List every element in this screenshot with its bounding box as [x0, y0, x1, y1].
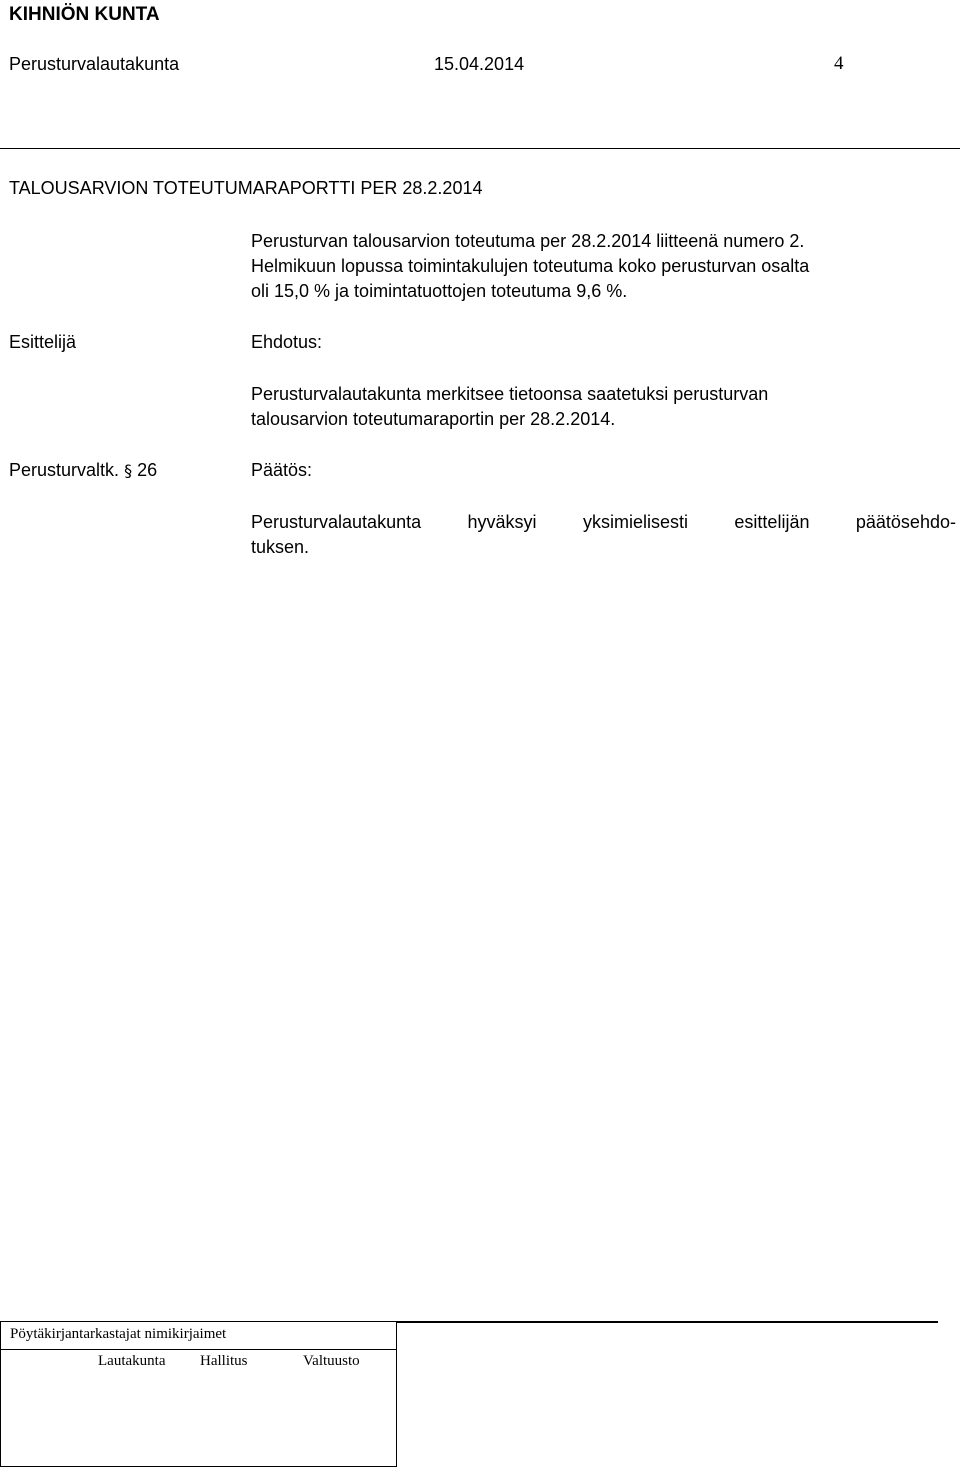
body-paragraph-line: oli 15,0 % ja toimintatuottojen toteutuma 9,6 %. — [251, 281, 628, 301]
section-reference — [9, 458, 157, 483]
decision-text-line: tuksen. — [251, 537, 310, 557]
section-committee: Perusturvaltk. — [9, 460, 120, 480]
decision-word: päätösehdo- — [855, 512, 956, 532]
municipality-name: KIHNIÖN KUNTA — [9, 4, 160, 25]
decision-word: yksimielisesti — [582, 512, 688, 532]
footer-top-rule — [397, 1321, 938, 1323]
signature-column-valtuusto: Valtuusto — [303, 1353, 360, 1369]
meeting-date: 15.04.2014 — [434, 54, 525, 74]
body-paragraph-line: Perusturvan talousarvion toteutuma per 28.2.2014 liitteenä numero 2. — [251, 231, 805, 251]
proposal-text-line: talousarvion toteutumaraportin per 28.2.2014. — [251, 409, 616, 429]
committee-name: Perusturvalautakunta — [9, 54, 180, 74]
signature-column-hallitus: Hallitus — [200, 1353, 248, 1369]
signature-table-divider — [0, 1349, 397, 1350]
proposal-label: Ehdotus: — [251, 332, 323, 352]
decision-word: Perusturvalautakunta — [251, 512, 422, 532]
report-title: TALOUSARVION TOTEUTUMARAPORTTI PER 28.2.2014 — [9, 178, 483, 198]
header-divider — [0, 148, 960, 149]
section-number: 26 — [137, 460, 158, 480]
presenter-label: Esittelijä — [9, 332, 77, 352]
decision-word: esittelijän — [734, 512, 810, 532]
signatures-label: Pöytäkirjantarkastajat nimikirjaimet — [10, 1326, 227, 1342]
decision-text-line — [251, 510, 956, 534]
section-sign: § — [124, 461, 133, 480]
signature-column-lautakunta: Lautakunta — [98, 1353, 166, 1369]
decision-label: Päätös: — [251, 460, 313, 480]
page-number: 4 — [834, 53, 844, 74]
decision-word: hyväksyi — [467, 512, 537, 532]
proposal-text-line: Perusturvalautakunta merkitsee tietoonsa saatetuksi perusturvan — [251, 384, 769, 404]
body-paragraph-line: Helmikuun lopussa toimintakulujen toteutuma koko perusturvan osalta — [251, 256, 810, 276]
